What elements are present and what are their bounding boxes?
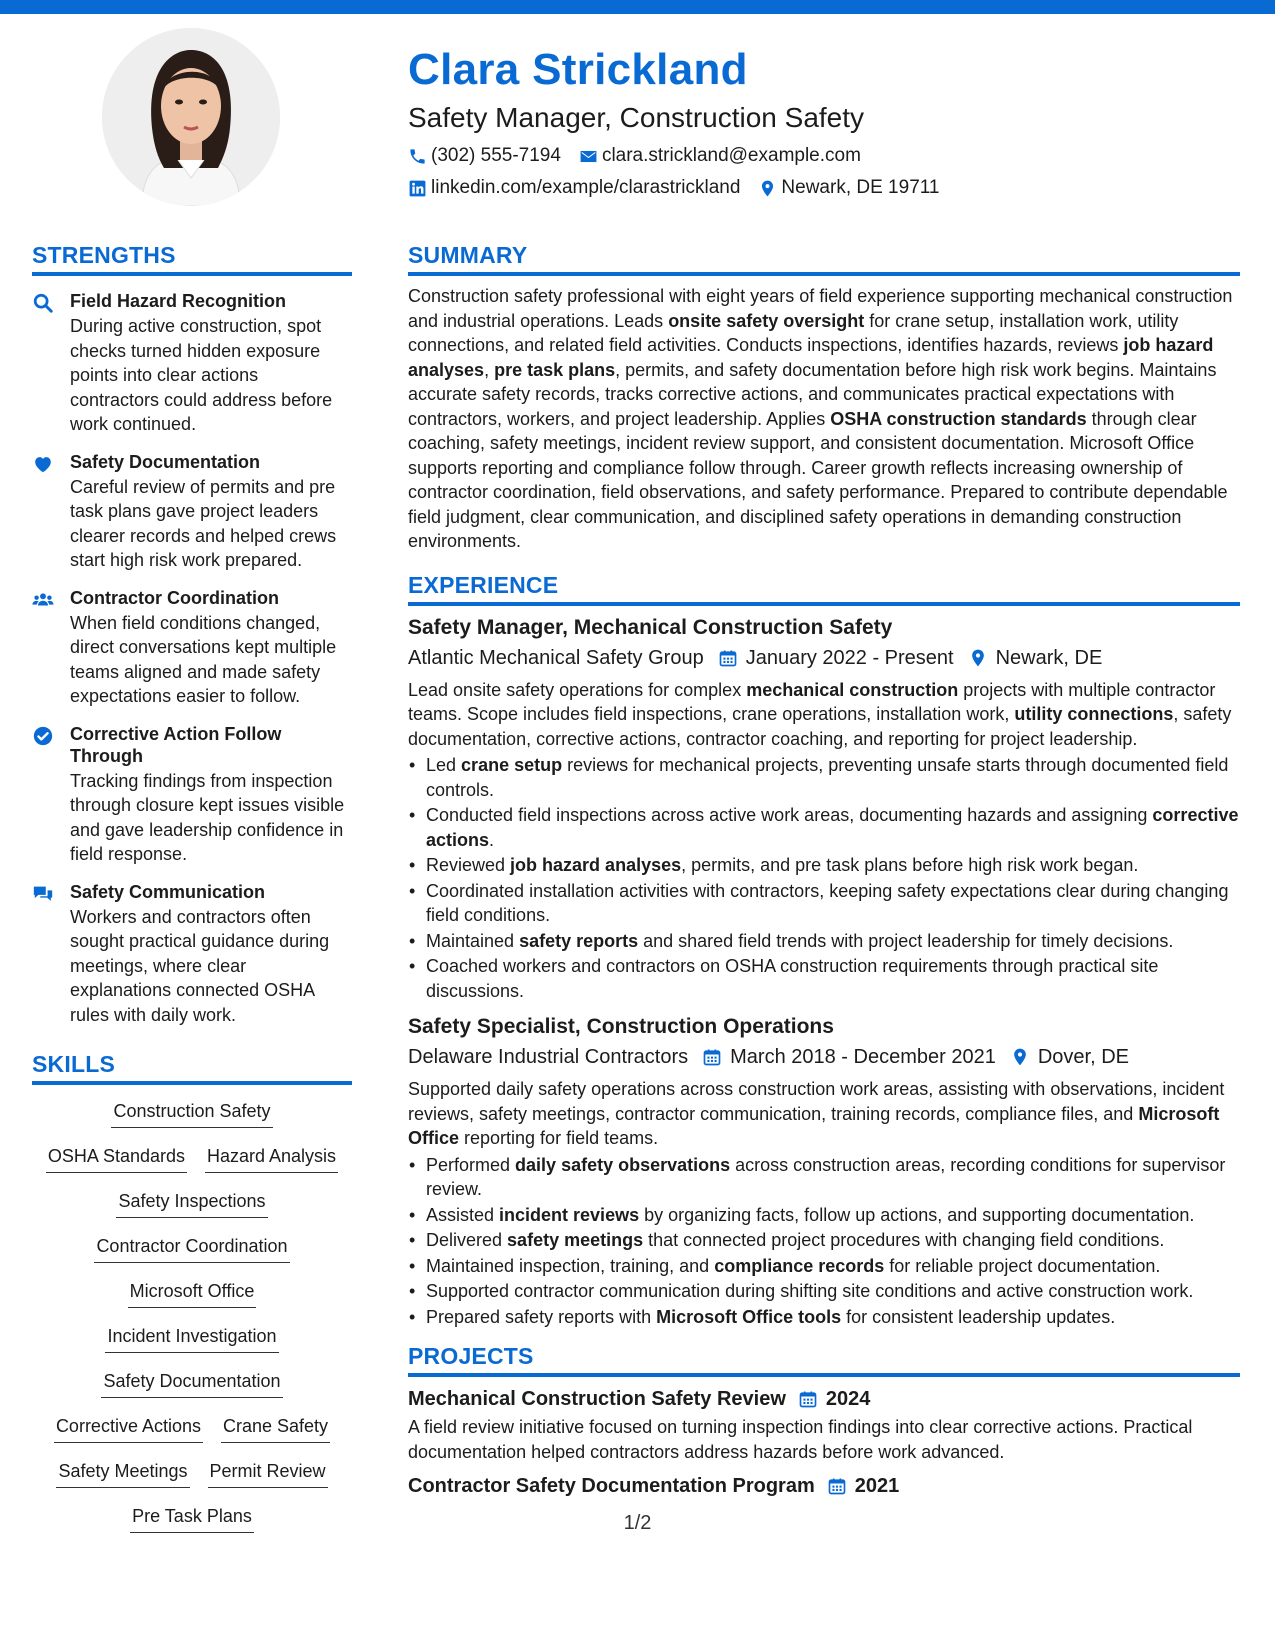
bullet-item (408, 1305, 1240, 1330)
bold-phrase: compliance records (714, 1255, 885, 1276)
project-name: Contractor Safety Documentation Program (408, 1475, 815, 1497)
skill-tag: Safety Meetings (56, 1459, 189, 1488)
text-run: for consistent leadership updates. (841, 1306, 1116, 1327)
skill-tag: OSHA Standards (46, 1144, 187, 1173)
job-bullets (408, 753, 1240, 1003)
skill-tag: Crane Safety (221, 1414, 330, 1443)
contact-line-2 (408, 176, 1228, 200)
bold-phrase: Microsoft Office tools (656, 1306, 842, 1327)
text-run: Assisted (426, 1204, 500, 1225)
bullet-item (408, 1279, 1240, 1304)
projects-list (408, 1385, 1240, 1500)
strength-desc: Workers and contractors often sought practical guidance during meetings, where clear explanations connected OSHA rules with daily work. (70, 906, 330, 1025)
calendar-icon (718, 648, 738, 668)
strength-item (32, 587, 352, 709)
right-column (408, 240, 1240, 1500)
text-run: Led (426, 755, 462, 775)
strength-desc: During active construction, spot checks turned hidden exposure points into clear actions contractors could address before work continued. (70, 316, 333, 434)
linkedin-text: linkedin.com/example/clarastrickland (431, 177, 741, 198)
text-run: Prepared safety reports with (426, 1306, 657, 1327)
skill-row (32, 1369, 352, 1414)
job-dates (718, 644, 954, 672)
phone-item (408, 144, 561, 168)
project-year: 2021 (854, 1475, 900, 1497)
text-run: Lead onsite safety operations for complex (408, 679, 747, 700)
project-description: A field review initiative focused on turning inspection findings into clear corrective actions. Practical documentation helped contractors address hazards before work advanced. (408, 1417, 1193, 1462)
job-location-text: Newark, DE (995, 646, 1103, 669)
text-run: for crane setup, installation work, utility connections, and related field activities. Conducts inspections, identifies hazards, reviews (408, 310, 1179, 355)
calendar-icon (798, 1389, 818, 1409)
job-dates-text: March 2018 - December 2021 (730, 1046, 996, 1068)
email-icon (579, 147, 598, 166)
text-run: Maintained inspection, training, and (426, 1255, 715, 1276)
text-run: across construction areas, recording conditions for supervisor review. (426, 1154, 1226, 1199)
linkedin-item[interactable] (408, 176, 740, 200)
text-run: reviews for mechanical projects, preventing unsafe starts through documented field controls. (426, 755, 1229, 800)
bold-phrase: OSHA construction standards (830, 408, 1087, 429)
summary-text (408, 284, 1240, 554)
job-company: Delaware Industrial Contractors (408, 1046, 689, 1068)
search-icon (32, 292, 54, 314)
users-icon (32, 589, 54, 611)
strength-desc: When field conditions changed, direct conversations kept multiple teams aligned and made safety expectations easier to follow. (70, 612, 337, 706)
text-run: through clear coaching, safety meetings, incident review support, and consistent documentation. Microsoft Office supports reporting and compliance follow through. Career growth reflects increasing ownership of contractor coordination, field observations, and safety performance. Prepared to contribute dependable field judgment, clear communication, and disciplined safety operations in demanding construction environments. (408, 408, 1228, 551)
job-meta (408, 1043, 1240, 1071)
text-run: Reviewed (426, 855, 511, 875)
text-run: Supported contractor communication during shifting site conditions and active construction work. (426, 1281, 1194, 1301)
strength-title: Contractor Coordination (70, 587, 279, 608)
skill-row (32, 1234, 352, 1279)
job-bullets (408, 1153, 1240, 1330)
text-run: Supported daily safety operations across construction work areas, assisting with observations, incident reviews, safety meetings, contractor communication, training records, compliance files, and (408, 1079, 1225, 1124)
bold-phrase: utility connections (1014, 704, 1174, 724)
skill-row (32, 1324, 352, 1369)
profile-photo (102, 28, 280, 206)
text-run: that connected project procedures with changing field conditions. (643, 1230, 1165, 1250)
strength-title: Field Hazard Recognition (70, 291, 287, 311)
text-run: and shared field trends with project leadership for timely decisions. (638, 930, 1174, 951)
text-run: reporting for field teams. (459, 1128, 659, 1148)
bold-phrase: onsite safety oversight (668, 310, 865, 331)
strength-desc: Careful review of permits and pre task plans gave project leaders clearer records and helped crews start high risk work prepared. (70, 476, 337, 570)
skill-tag: Incident Investigation (105, 1324, 278, 1353)
bold-phrase: corrective actions (426, 805, 1239, 850)
bold-phrase: job hazard analyses (408, 335, 1214, 380)
strength-item (32, 451, 352, 573)
project-name: Mechanical Construction Safety Review (408, 1388, 786, 1410)
calendar-icon (827, 1476, 847, 1496)
skill-row (32, 1099, 352, 1144)
comments-icon (32, 883, 54, 905)
bullet-item (408, 853, 1240, 878)
bold-phrase: safety reports (519, 930, 639, 951)
text-run: , permits, and safety documentation before high risk work begins. Maintains accurate safety records, tracks corrective actions, and communicates practical expectations with contractors, workers, and project leadership. Applies (408, 359, 1217, 429)
job-entry (408, 614, 1240, 1004)
job-location (1010, 1043, 1129, 1071)
job-entry (408, 1013, 1240, 1329)
text-run: . (489, 829, 495, 850)
location-pin-icon (758, 179, 777, 198)
candidate-name: Clara Strickland (408, 45, 748, 94)
linkedin-icon (408, 179, 427, 198)
text-run: , permits, and pre task plans before high risk work began. (681, 855, 1139, 875)
skill-row (32, 1189, 352, 1234)
skill-row (32, 1414, 352, 1459)
bullet-item (408, 803, 1240, 852)
job-company: Atlantic Mechanical Safety Group (408, 646, 704, 669)
bold-phrase: mechanical construction (746, 679, 959, 700)
bullet-item (408, 1203, 1240, 1228)
strength-title: Safety Communication (70, 881, 266, 902)
skill-tag: Safety Documentation (101, 1369, 282, 1398)
bold-phrase: pre task plans (494, 359, 616, 380)
bullet-item (408, 929, 1240, 954)
text-run: , (484, 359, 495, 380)
skill-tag: Pre Task Plans (130, 1504, 254, 1533)
resume-header (408, 44, 1228, 200)
strength-item (32, 723, 352, 867)
projects-heading: PROJECTS (408, 1341, 1240, 1377)
phone-icon (408, 147, 427, 166)
text-run: for reliable project documentation. (884, 1255, 1161, 1276)
text-run: projects with multiple contractor teams. Scope includes field inspections, crane operations, installation work, (408, 679, 1216, 724)
skill-row (32, 1144, 352, 1189)
email-text: clara.strickland@example.com (601, 145, 861, 166)
text-run: Conducted field inspections across active work areas, documenting hazards and assigning (426, 805, 1153, 825)
bold-phrase: incident reviews (499, 1204, 640, 1225)
text-run: Performed (426, 1154, 516, 1175)
text-run: by organizing facts, follow up actions, and supporting documentation. (639, 1204, 1195, 1225)
skill-tag: Microsoft Office (128, 1279, 257, 1308)
skill-row (32, 1459, 352, 1504)
bullet-item (408, 1254, 1240, 1279)
job-dates-text: January 2022 - Present (745, 646, 954, 669)
location-pin-icon (1010, 1047, 1030, 1067)
strength-title: Safety Documentation (70, 451, 261, 472)
candidate-role: Safety Manager, Construction Safety (408, 102, 865, 133)
strength-desc: Tracking findings from inspection through closure kept issues visible and gave leadership confidence in field response. (70, 770, 345, 864)
location-pin-icon (968, 648, 988, 668)
top-accent-bar (0, 0, 1275, 14)
skill-tag: Safety Inspections (116, 1189, 267, 1218)
skill-tag: Hazard Analysis (205, 1144, 338, 1173)
text-run: Delivered (426, 1230, 508, 1250)
bullet-item (408, 753, 1240, 802)
job-description (408, 678, 1240, 752)
location-text: Newark, DE 19711 (781, 177, 940, 198)
job-description (408, 1077, 1240, 1151)
bold-phrase: safety meetings (507, 1230, 644, 1250)
contact-line-1 (408, 144, 1228, 168)
check-circle-icon (32, 725, 54, 747)
bullet-item (408, 954, 1240, 1003)
skills-heading: SKILLS (32, 1049, 352, 1085)
strength-item (32, 290, 352, 437)
phone-text: (302) 555-7194 (431, 145, 561, 166)
page-number: 1/2 (623, 1512, 652, 1534)
strength-item (32, 881, 352, 1028)
bold-phrase: daily safety observations (515, 1154, 731, 1175)
bullet-item (408, 1153, 1240, 1202)
bold-phrase: job hazard analyses (510, 855, 682, 875)
job-title: Safety Specialist, Construction Operations (408, 1015, 834, 1038)
project-entry (408, 1385, 1240, 1464)
bold-phrase: crane setup (461, 755, 563, 775)
bullet-item (408, 879, 1240, 928)
skill-tag: Corrective Actions (54, 1414, 203, 1443)
job-meta (408, 644, 1240, 672)
experience-list (408, 614, 1240, 1330)
calendar-icon (702, 1047, 722, 1067)
job-title: Safety Manager, Mechanical Construction Safety (408, 615, 893, 639)
text-run: , safety documentation, corrective actions, contractor coaching, and reporting for project leadership. (408, 704, 1232, 749)
skill-tag: Construction Safety (111, 1099, 272, 1128)
location-item (758, 176, 939, 200)
left-column (32, 240, 352, 1549)
strengths-heading: STRENGTHS (32, 240, 352, 276)
bullet-item (408, 1228, 1240, 1253)
heart-icon (32, 453, 54, 475)
experience-heading: EXPERIENCE (408, 570, 1240, 606)
summary-heading: SUMMARY (408, 240, 1240, 276)
job-location-text: Dover, DE (1037, 1046, 1129, 1068)
text-run: Coached workers and contractors on OSHA construction requirements through practical site discussions. (426, 956, 1159, 1001)
skill-tag: Permit Review (208, 1459, 328, 1488)
project-title (408, 1472, 1240, 1500)
text-run: Maintained (426, 930, 520, 951)
text-run: Coordinated installation activities with contractors, keeping safety expectations clear during changing field conditions. (426, 880, 1229, 925)
skills-list (32, 1099, 352, 1549)
project-entry (408, 1472, 1240, 1500)
project-year: 2024 (825, 1388, 871, 1410)
skill-row (32, 1279, 352, 1324)
job-location (968, 644, 1103, 672)
job-dates (702, 1043, 996, 1071)
text-run: Construction safety professional with eight years of field experience supporting mechanical construction and industrial operations. Leads (408, 286, 1233, 331)
project-title (408, 1385, 1240, 1413)
strength-title: Corrective Action Follow Through (70, 723, 282, 766)
skill-tag: Contractor Coordination (94, 1234, 289, 1263)
bold-phrase: Microsoft Office (408, 1103, 1220, 1148)
email-item[interactable] (579, 144, 861, 168)
